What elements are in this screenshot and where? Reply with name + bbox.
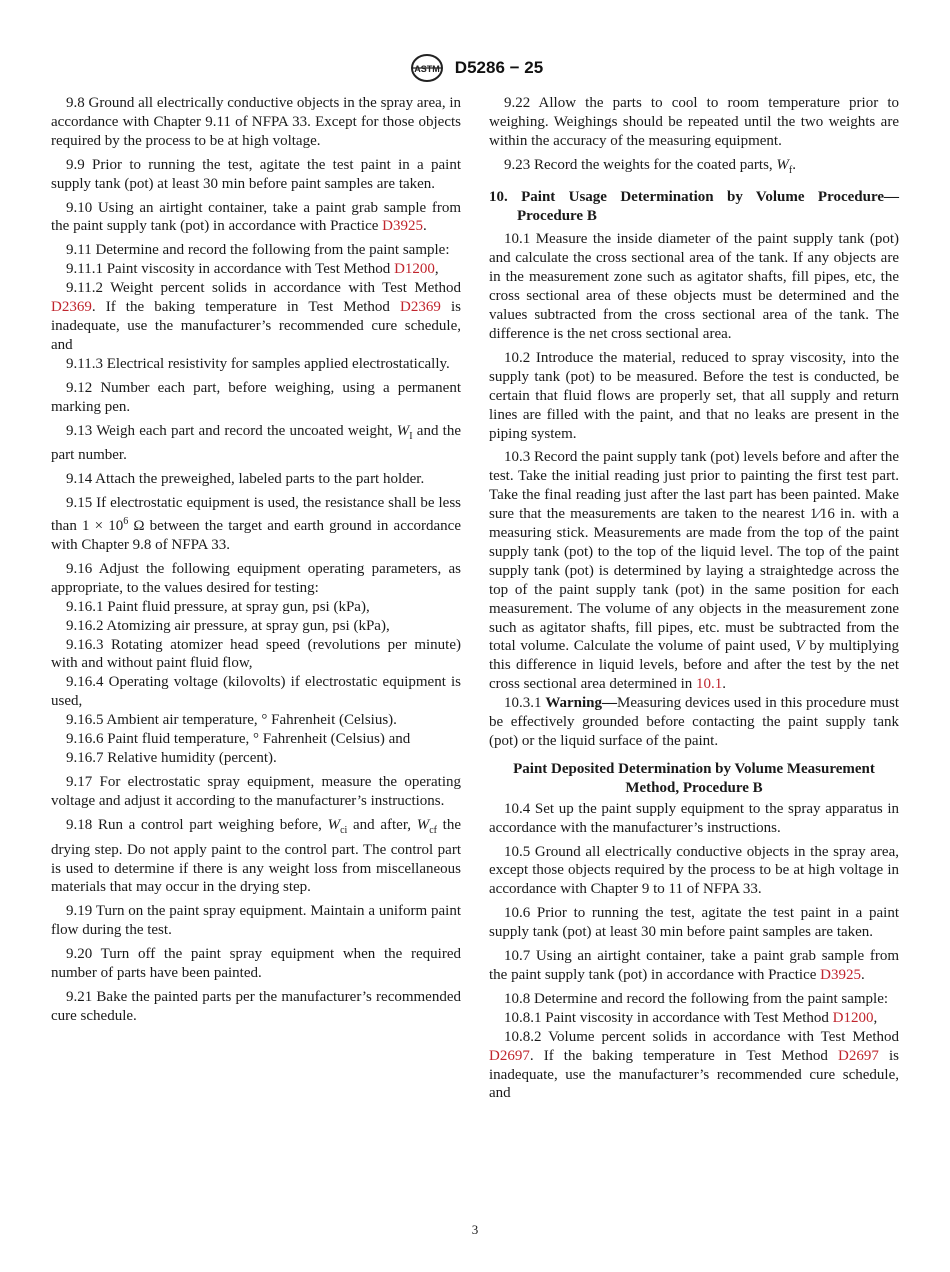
astm-logo-text: ASTM — [414, 64, 440, 74]
para-9-16-7: 9.16.7 Relative humidity (percent). — [66, 750, 277, 766]
para-9-11: 9.11 Determine and record the following from the paint sample: — [66, 242, 450, 259]
link-d2369[interactable]: D2369 — [400, 299, 441, 316]
section-10-heading: 10. Paint Usage Determination by Volume Procedure—Procedure B — [489, 188, 899, 224]
para-9-11-3: 9.11.3 Electrical resistivity for samples applied electrostatically. — [66, 355, 450, 372]
right-column — [489, 94, 899, 1103]
para-9-14: 9.14 Attach the preweighed, labeled parts to the part holder. — [66, 471, 425, 488]
para-9-12: 9.12 Number each part, before weighing, using a permanent marking pen. — [51, 379, 461, 415]
subsection-heading: Paint Deposited Determination by Volume Measurement Method, Procedure B — [513, 760, 875, 796]
link-section-10-1[interactable]: 10.1 — [696, 676, 723, 693]
para-10-8-2: 10.8.2 Volume percent solids in accordance with Test Method D2697. If the baking temperature in Test Method D2697 is inadequate, use the manufacturer’s recommended cure schedule, and — [489, 1028, 899, 1102]
para-9-16-3: 9.16.3 Rotating atomizer head speed (revolutions per minute) with and without paint fluid flow, — [51, 636, 461, 672]
para-9-19: 9.19 Turn on the paint spray equipment. Maintain a uniform paint flow during the test. — [51, 903, 461, 939]
para-9-17: 9.17 For electrostatic spray equipment, measure the operating voltage and adjust it according to the manufacturer’s instructions. — [51, 773, 461, 809]
para-10-1: 10.1 Measure the inside diameter of the paint supply tank (pot) and calculate the cross sectional area of the tank. If any objects are in the measurement zone such as agitator shafts, fill pipes, etc, the cross sectional area of these objects must be determined and the values subtracted from the cross sectional area of the tank. The difference is the net cross sectional area. — [489, 231, 899, 342]
para-10-8-1: 10.8.1 Paint viscosity in accordance with Test Method D1200, — [504, 1009, 878, 1026]
para-9-20: 9.20 Turn off the paint spray equipment when the required number of parts have been painted. — [51, 946, 461, 982]
para-9-8: 9.8 Ground all electrically conductive objects in the spray area, in accordance with Chapter 9.11 of NFPA 33. Except for those objects required by the process to be at high voltage. — [51, 95, 461, 149]
para-10-3-1: 10.3.1 Warning—Measuring devices used in this procedure must be effectively grounded before contacting the paint supply tank (pot) or the liquid surface of the paint. — [489, 695, 900, 749]
para-10-6: 10.6 Prior to running the test, agitate the test paint in a paint supply tank (pot) at least 30 min before paint samples are taken. — [489, 905, 899, 941]
para-10-7: 10.7 Using an airtight container, take a paint grab sample from the paint supply tank (pot) in accordance with Practice D3925. — [489, 948, 899, 983]
para-9-16-2: 9.16.2 Atomizing air pressure, at spray gun, psi (kPa), — [66, 617, 390, 634]
link-d2697[interactable]: D2697 — [489, 1047, 530, 1064]
link-d1200[interactable]: D1200 — [832, 1009, 874, 1026]
left-column — [51, 94, 461, 1026]
para-10-3: 10.3 Record the paint supply tank (pot) levels before and after the test. Take the initial reading just prior to painting the first test part. Take the final reading just after the last part has been painted. Make sure that the measurements are taken to the nearest 1⁄16 in. with a measuring stick. Measurements are made from the top of the paint supply tank (pot) to the top of the liquid level. The top of the paint supply tank (pot) is determined by laying a straightedge across the top of the paint supply tank (pot) in the same position for each measurement. The volume of any objects in the measurement zone such as agitator shafts, fill pipes, etc. must be subtracted from the total volume. Calculate the volume of paint used, V by multiplying this difference in liquid levels, before and after the test by the net cross sectional area determined in 10.1. — [489, 449, 899, 693]
document-designation: D5286 − 25 — [454, 58, 544, 77]
link-d2369[interactable]: D2369 — [51, 299, 92, 316]
para-9-21: 9.21 Bake the painted parts per the manufacturer’s recommended cure schedule. — [51, 988, 461, 1024]
para-9-23: 9.23 Record the weights for the coated parts, $W_f$. — [504, 156, 797, 176]
para-9-16: 9.16 Adjust the following equipment operating parameters, as appropriate, to the values desired for testing: — [51, 560, 461, 596]
para-9-22: 9.22 Allow the parts to cool to room temperature prior to weighing. Weighings should be repeated until the two weights are within the accuracy of the measuring equipment. — [489, 95, 899, 149]
link-d2697[interactable]: D2697 — [838, 1047, 879, 1064]
para-9-10: 9.10 Using an airtight container, take a paint grab sample from the paint supply tank (pot) in accordance with Practice D3925. — [51, 199, 461, 235]
para-9-18: 9.18 Run a control part weighing before, $W_{ci}$ and after, $W_{cf}$ the drying step. Do not apply paint to the control part. The control part is used to determine if there is any weight loss from miscellaneous materials that may occur in the drying step. — [51, 816, 462, 896]
para-9-15: 9.15 If electrostatic equipment is used, the resistance shall be less than $1 \times 10^6$ Ω between the target and earth ground in accordance with Chapter 9.8 of NFPA 33. — [51, 495, 461, 554]
page-header — [0, 52, 950, 84]
para-9-16-1: 9.16.1 Paint fluid pressure, at spray gun, psi (kPa), — [66, 598, 370, 615]
para-10-8: 10.8 Determine and record the following from the paint sample: — [504, 990, 889, 1007]
para-10-4: 10.4 Set up the paint supply equipment to the spray apparatus in accordance with the manufacturer’s instructions. — [489, 800, 899, 836]
para-9-11-1: 9.11.1 Paint viscosity in accordance with Test Method D1200, — [66, 261, 439, 278]
para-9-9: 9.9 Prior to running the test, agitate the test paint in a paint supply tank (pot) at least 30 min before paint samples are taken. — [51, 156, 461, 192]
para-10-5: 10.5 Ground all electrically conductive objects in the spray area, except those objects required by the process to be at high voltage in accordance with Chapter 9 to 11 of NFPA 33. — [489, 843, 899, 898]
para-9-13: 9.13 Weigh each part and record the uncoated weight, $W_I$ and the part number. — [51, 422, 462, 464]
link-d1200[interactable]: D1200 — [394, 261, 435, 278]
link-d3925[interactable]: D3925 — [820, 966, 861, 983]
para-9-16-6: 9.16.6 Paint fluid temperature, ° Fahrenheit (Celsius) and — [66, 731, 411, 748]
link-d3925[interactable]: D3925 — [382, 218, 423, 235]
astm-logo-icon — [407, 52, 447, 84]
para-9-11-2: 9.11.2 Weight percent solids in accordance with Test Method D2369. If the baking temperature in Test Method D2369 is inadequate, use the manufacturer’s recommended cure schedule, and — [51, 280, 461, 353]
para-10-2: 10.2 Introduce the material, reduced to spray viscosity, into the supply tank (pot) to be measured. Before the test is conducted, be certain that fluid flows are properly set, that all supply and return lines are filled with the paint, and that no leaks are present in the piping system. — [489, 349, 899, 442]
para-9-16-5: 9.16.5 Ambient air temperature, ° Fahrenheit (Celsius). — [66, 712, 397, 729]
para-9-16-4: 9.16.4 Operating voltage (kilovolts) if electrostatic equipment is used, — [51, 674, 461, 710]
page-number: 3 — [471, 1222, 479, 1237]
